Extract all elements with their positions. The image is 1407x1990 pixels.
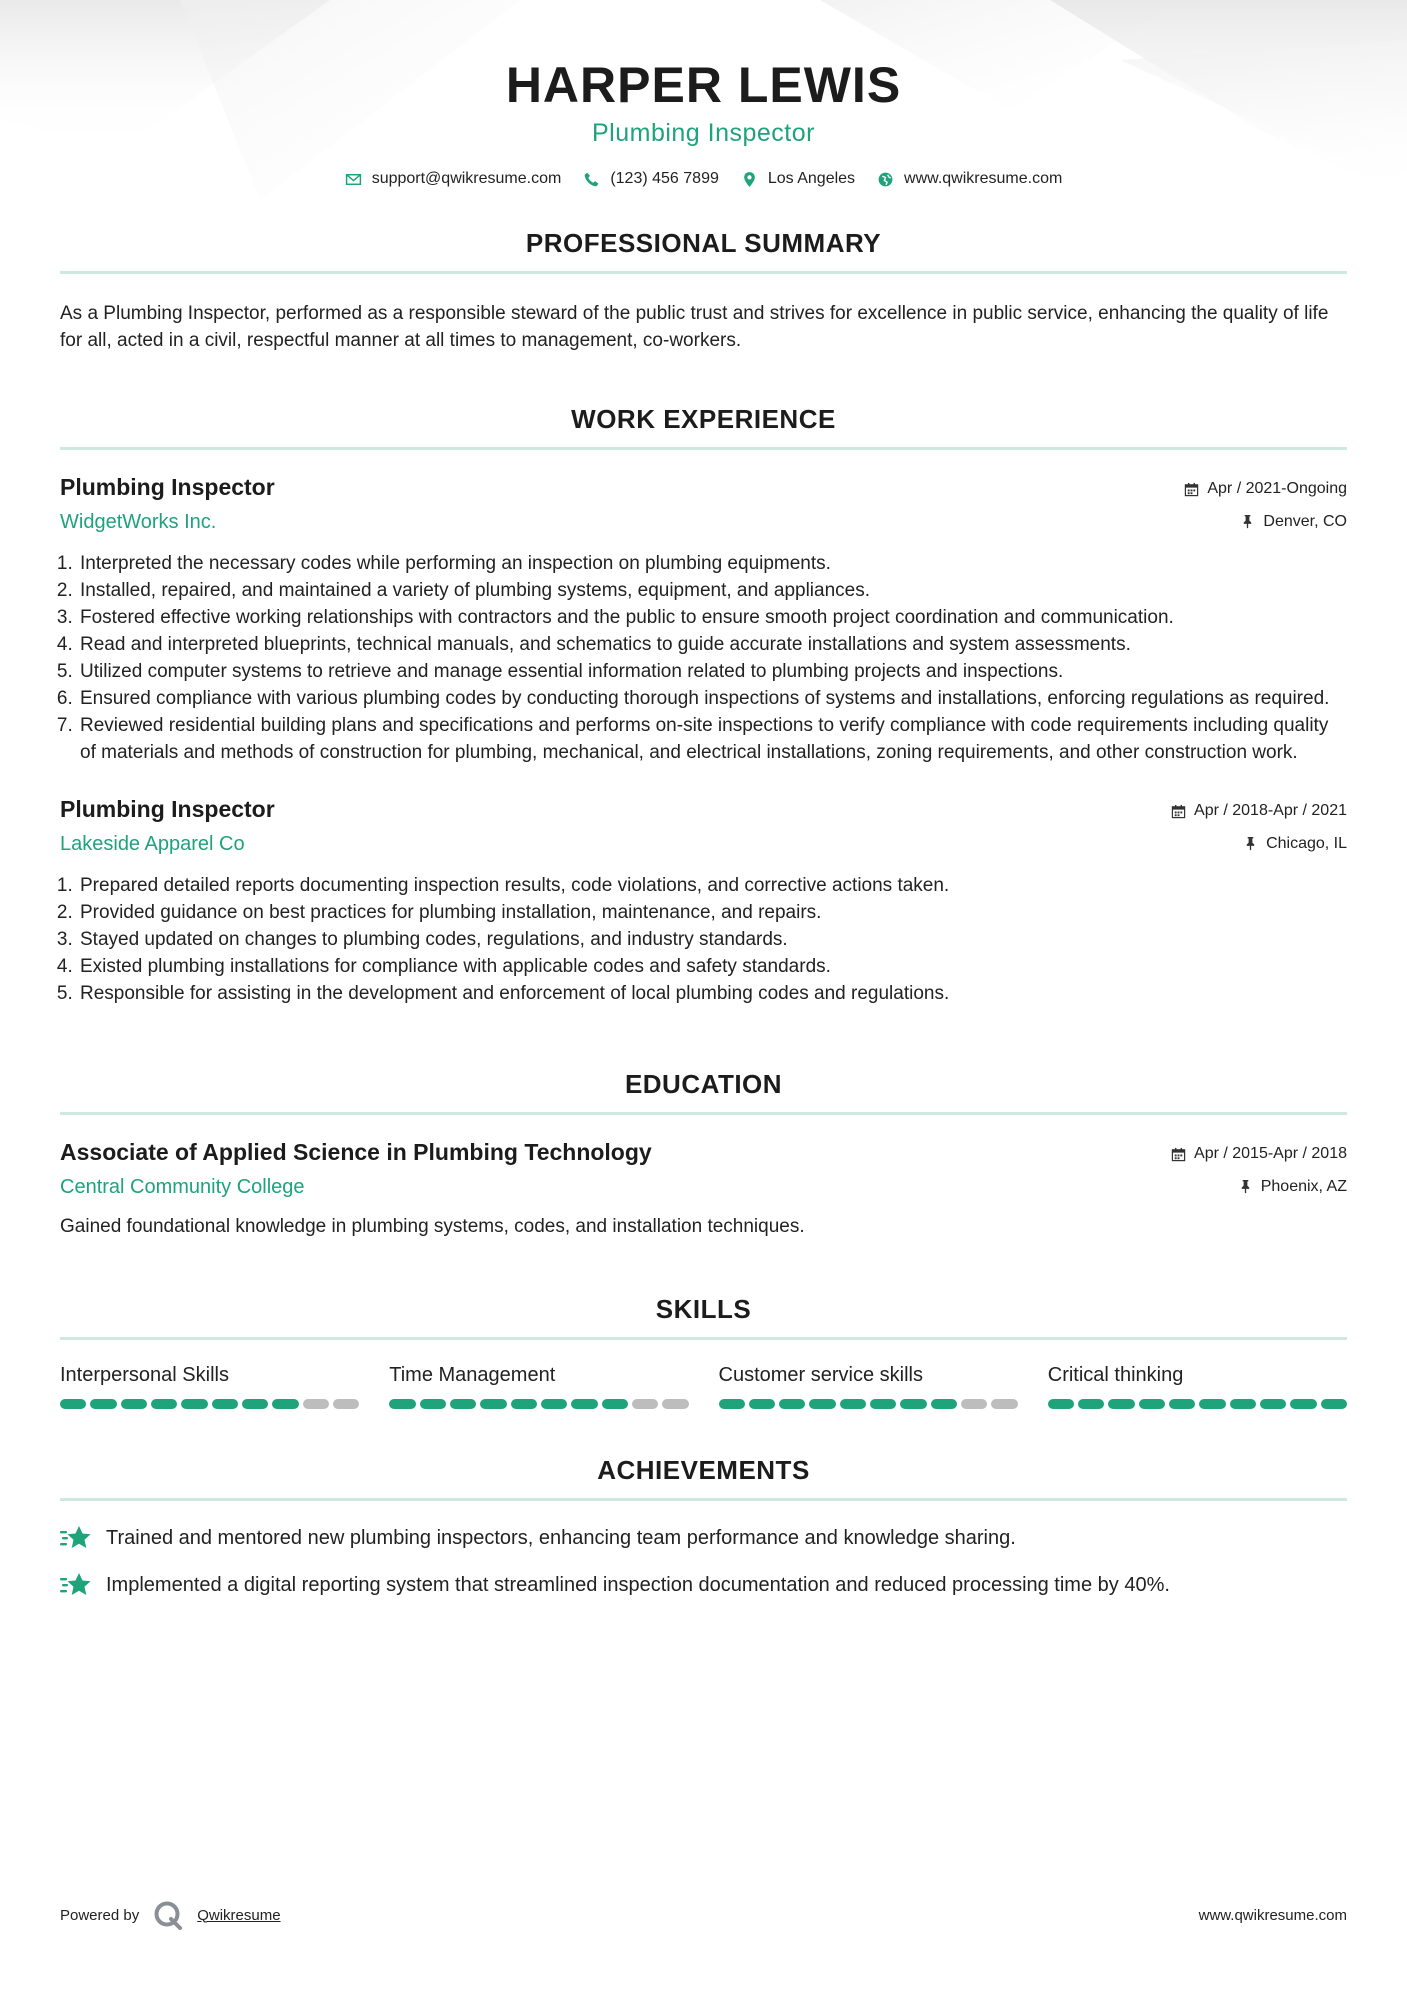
section-title: SKILLS [60, 1294, 1347, 1340]
list-item: 6. Ensured compliance with various plumbing codes by conducting thorough inspections of systems and installations, enforcing regulations as required. [78, 685, 1347, 712]
pushpin-icon [1238, 1179, 1253, 1194]
job-bullets [60, 550, 1347, 766]
location-text: Denver, CO [1263, 512, 1347, 530]
education-description: Gained foundational knowledge in plumbing systems, codes, and installation techniques. [60, 1216, 805, 1237]
star-icon [60, 1571, 92, 1599]
job-title: Plumbing Inspector [60, 796, 275, 822]
achievements-section [60, 1455, 1347, 1599]
skill-name: Interpersonal Skills [60, 1364, 229, 1386]
achievement-text: Trained and mentored new plumbing inspectors, enhancing team performance and knowledge sharing. [106, 1527, 1016, 1549]
skill-dot-filled [450, 1399, 476, 1409]
skill-rating [389, 1399, 688, 1409]
qwikresume-logo-icon [153, 1900, 183, 1930]
globe-icon [877, 171, 894, 188]
skill-rating [60, 1399, 359, 1409]
school-name: Central Community College [60, 1176, 305, 1198]
summary-text: As a Plumbing Inspector, performed as a responsible steward of the public trust and strives for excellence in public service, enhancing the quality of life for all, acted in a civil, respectful manner at all times to management, co-workers. [60, 303, 1329, 351]
achievement-item [60, 1525, 1347, 1552]
contact-website[interactable] [877, 170, 1062, 188]
phone-text: (123) 456 7899 [610, 170, 719, 187]
degree-title: Associate of Applied Science in Plumbing Technology [60, 1139, 652, 1165]
resume-header [60, 0, 1347, 188]
contact-bar [60, 170, 1347, 188]
skill-dot-filled [571, 1399, 597, 1409]
skill-item [60, 1364, 359, 1409]
list-item: 4. Read and interpreted blueprints, technical manuals, and schematics to guide accurate installations and system assessments. [78, 631, 1347, 658]
job-location [1243, 835, 1347, 853]
section-title: PROFESSIONAL SUMMARY [60, 228, 1347, 274]
contact-location [741, 170, 855, 188]
skill-rating [719, 1399, 1018, 1409]
job-location [1240, 513, 1347, 531]
list-item: 1. Interpreted the necessary codes while performing an inspection on plumbing equipments. [78, 550, 1347, 577]
dates-text: Apr / 2015-Apr / 2018 [1194, 1145, 1347, 1162]
map-pin-icon [741, 171, 758, 188]
candidate-role: Plumbing Inspector [591, 119, 815, 147]
calendar-icon [1171, 804, 1186, 819]
skill-dot-filled [1169, 1399, 1195, 1409]
skill-dot-filled [511, 1399, 537, 1409]
skill-dot-filled [272, 1399, 298, 1409]
skill-dot-filled [809, 1399, 835, 1409]
work-experience-section [60, 404, 1347, 1007]
education-section [60, 1069, 1347, 1240]
skill-dot-empty [303, 1399, 329, 1409]
location-text: Los Angeles [767, 170, 856, 187]
skill-dot-filled [90, 1399, 116, 1409]
contact-phone[interactable] [583, 170, 719, 188]
list-item: 4. Existed plumbing installations for compliance with applicable codes and safety standards. [78, 953, 1347, 980]
skill-item [719, 1364, 1018, 1409]
website-text: www.qwikresume.com [904, 170, 1063, 187]
education-dates [1171, 1145, 1347, 1163]
skill-dot-empty [333, 1399, 359, 1409]
list-item: 1. Prepared detailed reports documenting inspection results, code violations, and corrective actions taken. [78, 872, 1347, 899]
dates-text: Apr / 2018-Apr / 2021 [1194, 802, 1347, 819]
list-item: 7. Reviewed residential building plans and specifications and performs on-site inspections to verify compliance with code requirements including quality of materials and methods of construction for plumbing, mechanical, and electrical installations, zoning requirements, and other construction work. [78, 712, 1347, 766]
education-entry [60, 1139, 1347, 1240]
skill-dot-filled [1260, 1399, 1286, 1409]
professional-summary-section [60, 228, 1347, 354]
achievement-text: Implemented a digital reporting system that streamlined inspection documentation and reduced processing time by 40%. [106, 1574, 1170, 1596]
company-name: WidgetWorks Inc. [60, 511, 217, 533]
skills-grid [60, 1364, 1347, 1409]
skill-item [1048, 1364, 1347, 1409]
skill-name: Time Management [389, 1364, 556, 1386]
pushpin-icon [1243, 836, 1258, 851]
job-entry [60, 796, 1347, 1007]
qwikresume-link[interactable]: Qwikresume [197, 1906, 281, 1924]
list-item: 2. Installed, repaired, and maintained a variety of plumbing systems, equipment, and appliances. [78, 577, 1347, 604]
skill-dot-filled [1139, 1399, 1165, 1409]
list-item: 3. Fostered effective working relationships with contractors and the public to ensure smooth project coordination and communication. [78, 604, 1347, 631]
skill-dot-filled [242, 1399, 268, 1409]
skill-dot-filled [121, 1399, 147, 1409]
job-dates [1171, 802, 1347, 820]
skill-dot-filled [1290, 1399, 1316, 1409]
list-item: 5. Responsible for assisting in the development and enforcement of local plumbing codes and regulations. [78, 980, 1347, 1007]
location-text: Phoenix, AZ [1260, 1177, 1347, 1195]
candidate-name: HARPER LEWIS [505, 57, 902, 113]
envelope-icon [345, 171, 362, 188]
skills-section [60, 1294, 1347, 1409]
skill-dot-filled [1321, 1399, 1347, 1409]
skill-dot-filled [931, 1399, 957, 1409]
skill-name: Critical thinking [1047, 1364, 1184, 1386]
skill-dot-filled [181, 1399, 207, 1409]
skill-dot-filled [1108, 1399, 1134, 1409]
skill-dot-empty [991, 1399, 1017, 1409]
achievement-item [60, 1572, 1347, 1599]
star-icon [60, 1524, 92, 1552]
skill-dot-empty [662, 1399, 688, 1409]
job-dates [1184, 480, 1347, 498]
skill-name: Customer service skills [718, 1364, 923, 1386]
footer-website[interactable]: www.qwikresume.com [1198, 1906, 1347, 1924]
company-name: Lakeside Apparel Co [60, 833, 245, 855]
dates-text: Apr / 2021-Ongoing [1207, 480, 1347, 497]
location-text: Chicago, IL [1266, 834, 1347, 852]
powered-by [60, 1900, 281, 1930]
education-location [1238, 1178, 1347, 1196]
skill-rating [1048, 1399, 1347, 1409]
job-entry [60, 474, 1347, 766]
skill-dot-filled [870, 1399, 896, 1409]
calendar-icon [1184, 482, 1199, 497]
skill-item [389, 1364, 688, 1409]
skill-dot-filled [1078, 1399, 1104, 1409]
skill-dot-filled [779, 1399, 805, 1409]
skill-dot-empty [961, 1399, 987, 1409]
section-title: ACHIEVEMENTS [60, 1455, 1347, 1501]
pushpin-icon [1240, 514, 1255, 529]
email-text: support@qwikresume.com [371, 170, 562, 187]
skill-dot-filled [212, 1399, 238, 1409]
list-item: 2. Provided guidance on best practices for plumbing installation, maintenance, and repairs. [78, 899, 1347, 926]
skill-dot-filled [480, 1399, 506, 1409]
skill-dot-empty [632, 1399, 658, 1409]
section-title: WORK EXPERIENCE [60, 404, 1347, 450]
skill-dot-filled [541, 1399, 567, 1409]
powered-by-label: Powered by [60, 1906, 140, 1924]
skill-dot-filled [1230, 1399, 1256, 1409]
contact-email[interactable] [345, 170, 562, 188]
skill-dot-filled [60, 1399, 86, 1409]
section-title: EDUCATION [60, 1069, 1347, 1115]
page-footer [60, 1900, 1347, 1930]
skill-dot-filled [602, 1399, 628, 1409]
skill-dot-filled [900, 1399, 926, 1409]
skill-dot-filled [1048, 1399, 1074, 1409]
list-item: 5. Utilized computer systems to retrieve and manage essential information related to plumbing projects and inspections. [78, 658, 1347, 685]
job-title: Plumbing Inspector [60, 474, 275, 500]
skill-dot-filled [151, 1399, 177, 1409]
skill-dot-filled [719, 1399, 745, 1409]
skill-dot-filled [420, 1399, 446, 1409]
skill-dot-filled [389, 1399, 415, 1409]
list-item: 3. Stayed updated on changes to plumbing codes, regulations, and industry standards. [78, 926, 1347, 953]
skill-dot-filled [840, 1399, 866, 1409]
skill-dot-filled [749, 1399, 775, 1409]
phone-icon [583, 171, 600, 188]
calendar-icon [1171, 1147, 1186, 1162]
skill-dot-filled [1199, 1399, 1225, 1409]
job-bullets [60, 872, 1347, 1007]
